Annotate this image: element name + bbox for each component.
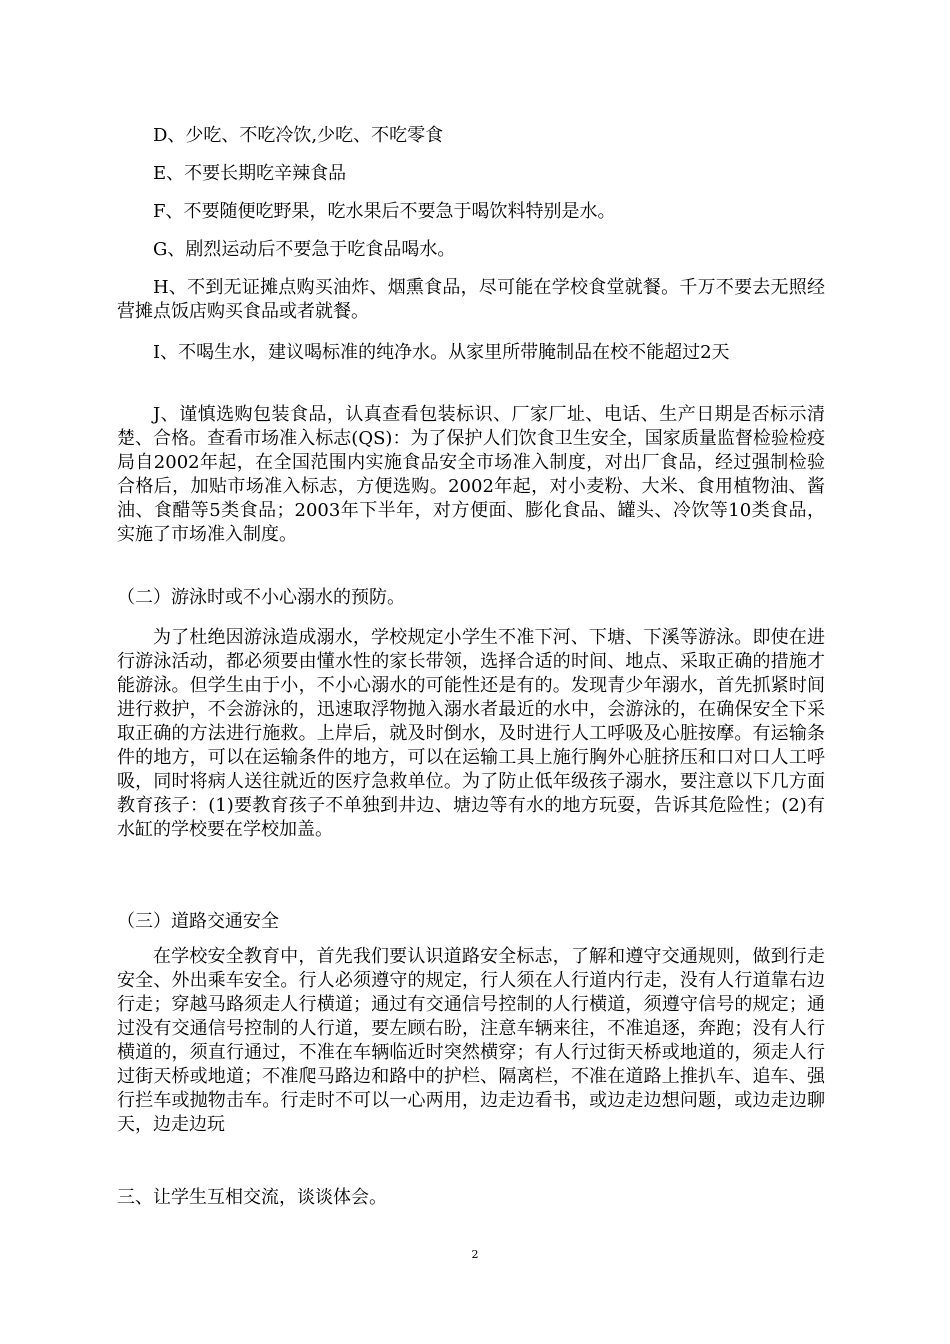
paragraph-item-d: D、少吃、不吃冷饮,少吃、不吃零食 [153,125,444,146]
paragraph-item-e: E、不要长期吃辛辣食品 [153,163,347,184]
section-heading-exchange: 三、让学生互相交流，谈谈体会。 [117,1187,387,1208]
page-number: 2 [471,1248,479,1261]
paragraph-swimming: 为了杜绝因游泳造成溺水，学校规定小学生不准下河、下塘、下溪等游泳。即使在进行游泳活动，都必须要由懂水性的家长带领，选择合适的时间、地点、采取正确的措施才能游泳。但学生由于小，不小心溺水的可能性还是有的。发现青少年溺水，首先抓紧时间进行救护，不会游泳的，迅速取浮物抛入溺水者最近的水中，会游泳的，在确保安全下采取正确的方法进行施救。上岸后，就及时倒水，及时进行人工呼吸及心脏按摩。有运输条件的地方，可以在运输条件的地方，可以在运输工具上施行胸外心脏挤压和口对口人工呼吸，同时将病人送往就近的医疗急救单位。为了防止低年级孩子溺水，要注意以下几方面教育孩子：(1)要教育孩子不单独到井边、塘边等有水的地方玩耍，告诉其危险性；(2)有水缸的学校要在学校加盖。 [117,627,825,840]
paragraph-item-j: J、谨慎选购包装食品，认真查看包装标识、厂家厂址、电话、生产日期是否标示清楚、合格。查看市场准入标志(QS)：为了保护人们饮食卫生安全，国家质量监督检验检疫局自2002年起，在全国范围内实施食品安全市场准入制度，对出厂食品，经过强制检验合格后，加贴市场准入标志，方便选购。2002年起，对小麦粉、大米、食用植物油、酱油、食醋等5类食品；2003年下半年，对方便面、膨化食品、罐头、冷饮等10类食品，实施了市场准入制度。 [117,404,825,545]
section-heading-traffic: （三）道路交通安全 [117,911,279,932]
paragraph-item-g: G、剧烈运动后不要急于吃食品喝水。 [153,239,456,260]
paragraph-traffic: 在学校安全教育中，首先我们要认识道路安全标志，了解和遵守交通规则，做到行走安全、外出乘车安全。行人必须遵守的规定，行人须在人行道内行走，没有人行道靠右边行走；穿越马路须走人行横道；通过有交通信号控制的人行横道，须遵守信号的规定；通过没有交通信号控制的人行道，要左顾右盼，注意车辆来往，不准追逐，奔跑；没有人行横道的，须直行通过，不准在车辆临近时突然横穿；有人行过街天桥或地道的，须走人行过街天桥或地道；不准爬马路边和路中的护栏、隔离栏，不准在道路上推扒车、追车、强行拦车或抛物击车。行走时不可以一心两用，边走边看书，或边走边想问题，或边走边聊天，边走边玩 [117,946,825,1135]
paragraph-item-i: I、不喝生水，建议喝标准的纯净水。从家里所带腌制品在校不能超过2天 [153,342,730,363]
paragraph-item-f: F、不要随便吃野果，吃水果后不要急于喝饮料特别是水。 [153,201,616,222]
paragraph-item-h: H、不到无证摊点购买油炸、烟熏食品，尽可能在学校食堂就餐。千万不要去无照经营摊点饭店购买食品或者就餐。 [117,277,825,322]
section-heading-swimming: （二）游泳时或不小心溺水的预防。 [117,587,405,608]
